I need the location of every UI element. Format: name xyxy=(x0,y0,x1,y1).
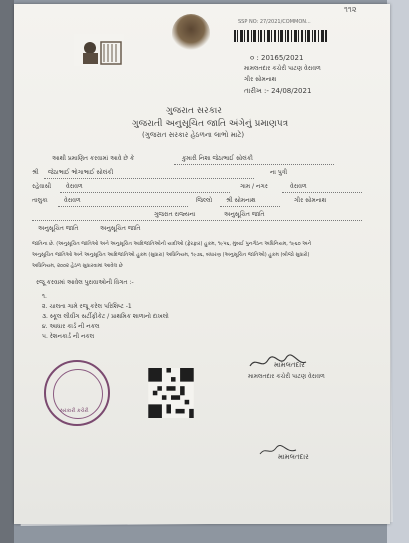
certificate-purpose: (ગુજરાત સરકાર હેઠળના લાભો માટે) xyxy=(142,131,245,139)
parent-underline xyxy=(44,178,254,179)
parent-name: જેઠાભાઈ ભોગાભાઈ સોલંકી xyxy=(48,169,114,176)
applicant-underline xyxy=(174,164,334,165)
bottom-signature-title: મામલતદાર xyxy=(278,453,309,461)
caste-value: અનુસૂચિત જાતિ xyxy=(224,211,265,218)
relation: ના પુત્રી xyxy=(270,169,288,176)
village-value: વેરાવળ xyxy=(66,183,83,190)
scheduled-caste-label: અનુસૂચિત જાતિ xyxy=(38,225,79,232)
signature-title: મામલતદાર xyxy=(274,361,305,369)
state-underline xyxy=(220,206,280,207)
community-line: ગુજરાત રાજ્યના xyxy=(154,211,196,218)
documents-heading: રજૂ કરવામાં આવેલ પુરાવાઓની વિગત :- xyxy=(36,279,134,286)
body-line-2: અનુસૂચિત જાતિઓ અને અનુસૂચિત આદિજાતિઓ હુકમ (સુધારા) અધિનિયમ, ૧૯૭૬, બંધારણ (અનુસૂચિત જાતિઓ) હુકમ (બીજો સુધારો) xyxy=(32,252,310,258)
qr-code xyxy=(148,368,194,418)
document-item-2: ૨. ચાલતા ગામે રજૂ કરેલ પરિશિષ્ટ -1 xyxy=(42,303,132,310)
district-underline xyxy=(58,206,188,207)
village-label: રહેવાસી xyxy=(32,183,52,190)
body-line-3: અધિનિયમ, ૨૦૦૨ હેઠળ સુધારવામાં આવેલ છે xyxy=(32,263,123,269)
document-item-1: ૧. xyxy=(42,293,47,300)
issuing-office: મામલતદાર કચેરી પાટણ વેરાવળ xyxy=(244,65,321,72)
document-item-3: ૩. સ્કૂલ લીવીંગ સર્ટીફીકેટ / પ્રાથમિક શાળાનો દાખલો xyxy=(42,313,169,320)
signature-office: મામલતદાર કચેરી પાટણ વેરાવળ xyxy=(248,373,325,380)
state-value: શ્રી સોમનાથ xyxy=(226,197,256,204)
district-label: તાલુકા xyxy=(32,197,48,204)
seal-text: સરકારી કચેરી xyxy=(60,408,89,414)
sanction-ref: ૦ : 20165/2021 xyxy=(250,54,304,62)
govt-heading: ગુજરાત સરકાર xyxy=(166,106,222,116)
department: ગીર સોમનાથ xyxy=(244,76,277,83)
document-item-5: ૫. રેશનકાર્ડ ની નકલ xyxy=(42,333,95,340)
state-label: જિલ્લો xyxy=(196,197,213,204)
village-underline xyxy=(60,192,230,193)
certificate-document xyxy=(14,4,390,524)
district-value: વેરાવળ xyxy=(64,197,81,204)
applicant-intro: આથી પ્રમાણિત કરવામાં આવે છે કે xyxy=(52,155,135,162)
page-number: ૧૧૨ xyxy=(344,5,357,14)
taluka-label: ગામ / નગર xyxy=(240,183,268,190)
issue-date: તારીખ :- 24/08/2021 xyxy=(244,87,312,95)
certificate-title: ગુજરાતી અનુસૂચિત જાતિ અંગેનું પ્રમાણપત્ર xyxy=(132,119,289,129)
applicant-name: કુમારી નિશા જેઠાભાઈ સોલંકી xyxy=(182,155,253,162)
caste-underline xyxy=(32,220,362,221)
body-line-1: જાતિના છે. (અનુસૂચિત જાતિઓ અને અનુસૂચિત આદિજાતિઓની યાદીઓ (ફેરફાર) હુકમ, ૧૯૫૬, મુંબઈ પુનર્ગઠન અધિનિયમ, ૧૯૬૦ અને xyxy=(32,241,312,247)
background-left xyxy=(0,0,14,543)
scheduled-caste-mark: અનુસૂચિત જાતિ xyxy=(100,225,141,232)
photo-logo xyxy=(74,34,124,66)
state-emblem-icon xyxy=(172,14,210,52)
header-small-ref: SSP NO: 27/2021/COMMON... xyxy=(238,19,311,25)
taluka-underline xyxy=(282,192,362,193)
community-label: ગીર સોમનાથ xyxy=(294,197,327,204)
office-seal xyxy=(44,360,110,426)
taluka-value: વેરાવળ xyxy=(290,183,307,190)
parent-prefix: શ્રી xyxy=(32,169,39,176)
barcode xyxy=(234,30,328,42)
document-item-4: ૪. આધાર કાર્ડ ની નકલ xyxy=(42,323,100,330)
